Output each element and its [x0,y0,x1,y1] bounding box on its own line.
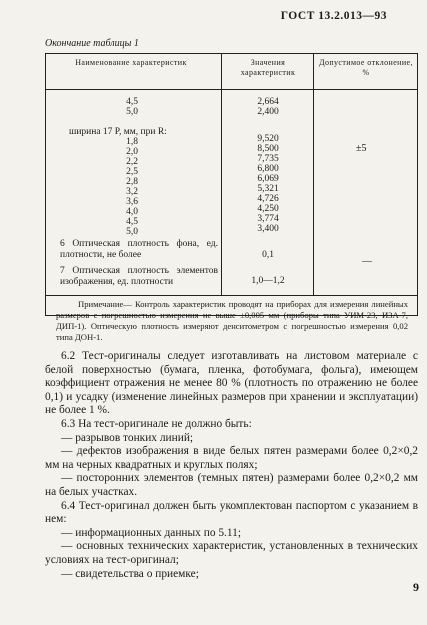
document-header: ГОСТ 13.2.013—93 [280,10,387,22]
row6-label: 6 Оптическая плотность фона, ед. плотности, не более [60,239,218,260]
characteristic-value: 3,400 [257,224,279,234]
row7-value: 1,0—1,2 [251,276,285,286]
characteristic-value: 9,520 [257,134,279,144]
param-value: 2,5 [126,167,138,177]
param-value: 2,8 [126,177,138,187]
characteristic-value: 4,726 [257,194,279,204]
row7-label: 7 Оптическая плотность элементов изображения, ед. плотности [60,266,218,287]
param-value: 2,0 [126,147,138,157]
document-body [45,350,418,581]
col-header-names: Наименование характеристик [75,58,187,67]
characteristic-value: 7,735 [257,154,279,164]
characteristic-value: 8,500 [257,144,279,154]
param-value: 4,5 [126,97,138,107]
param-value: 1,8 [126,137,138,147]
list-item: — посторонних элементов (темных пятен) размерами более 0,2×0,2 мм на белых участках. [45,472,418,498]
width-label: ширина 17 P, мм, при R: [69,127,167,137]
paragraph-6-4: 6.4 Тест-оригинал должен быть укомплектован паспортом с указанием в нем: [45,499,418,526]
characteristics-table [45,53,418,342]
list-item: — информационных данных по 5.11; [61,526,242,539]
param-value: 4,0 [126,207,138,217]
characteristic-value: 6,800 [257,164,279,174]
col-header-tolerance: Допустимое отклонение, % [319,58,413,77]
note-divider [46,295,417,296]
list-item: — разрывов тонких линий; [61,431,194,444]
header-divider [46,89,417,90]
param-value: 5,0 [126,227,138,237]
param-value: 3,6 [126,197,138,207]
row6-value: 0,1 [262,250,274,260]
paragraph-6-3: 6.3 На тест-оригинале не должно быть: [61,417,252,430]
param-value: 2,2 [126,157,138,167]
col-header-values: Значения характеристик [240,58,296,77]
characteristic-value: 2,400 [257,107,279,117]
list-item: — основных технических характеристик, установленных в технических условиях на тест-оригинал; [45,540,418,566]
param-value: 5,0 [126,107,138,117]
list-item: — дефектов изображения в виде белых пятен размерами более 0,2×0,2 мм на черных квадратных и круглых полях; [45,445,418,471]
characteristic-value: 5,321 [257,184,279,194]
table-note: Примечание— Контроль характеристик проводят на приборах для измерения линейных размеров с погрешностью измерения не выше ±0,005 мм (приборы типа УИМ-23, ИЗА-7, ДИП-1). Оптическую плотность измеряют денситометром с погрешностью измерения 0,02 типа ДОН-1. [56,299,408,342]
characteristic-value: 4,250 [257,204,279,214]
list-item: — свидетельства о приемке; [61,567,199,580]
table-caption: Окончание таблицы 1 [45,38,139,49]
characteristic-value: 6,069 [257,174,279,184]
characteristic-value: 2,664 [257,97,279,107]
param-value: 3,2 [126,187,138,197]
param-value: 4,5 [126,217,138,227]
page-number: 9 [413,580,419,594]
tolerance-dash: — [362,256,372,267]
paragraph-6-2: 6.2 Тест-оригиналы следует изготавливать на листовом материале с белой поверхностью (бумага, пленка, фотобумага, фольга), имеющем коэффициент отражения не менее 80 % (плотность по отражению не более 0,1) и усадку (изменение линейных размеров при хранении и эксплуатации) не более 1 %. [45,350,418,417]
characteristic-value: 3,774 [257,214,279,224]
tolerance-value: ±5 [356,143,367,154]
